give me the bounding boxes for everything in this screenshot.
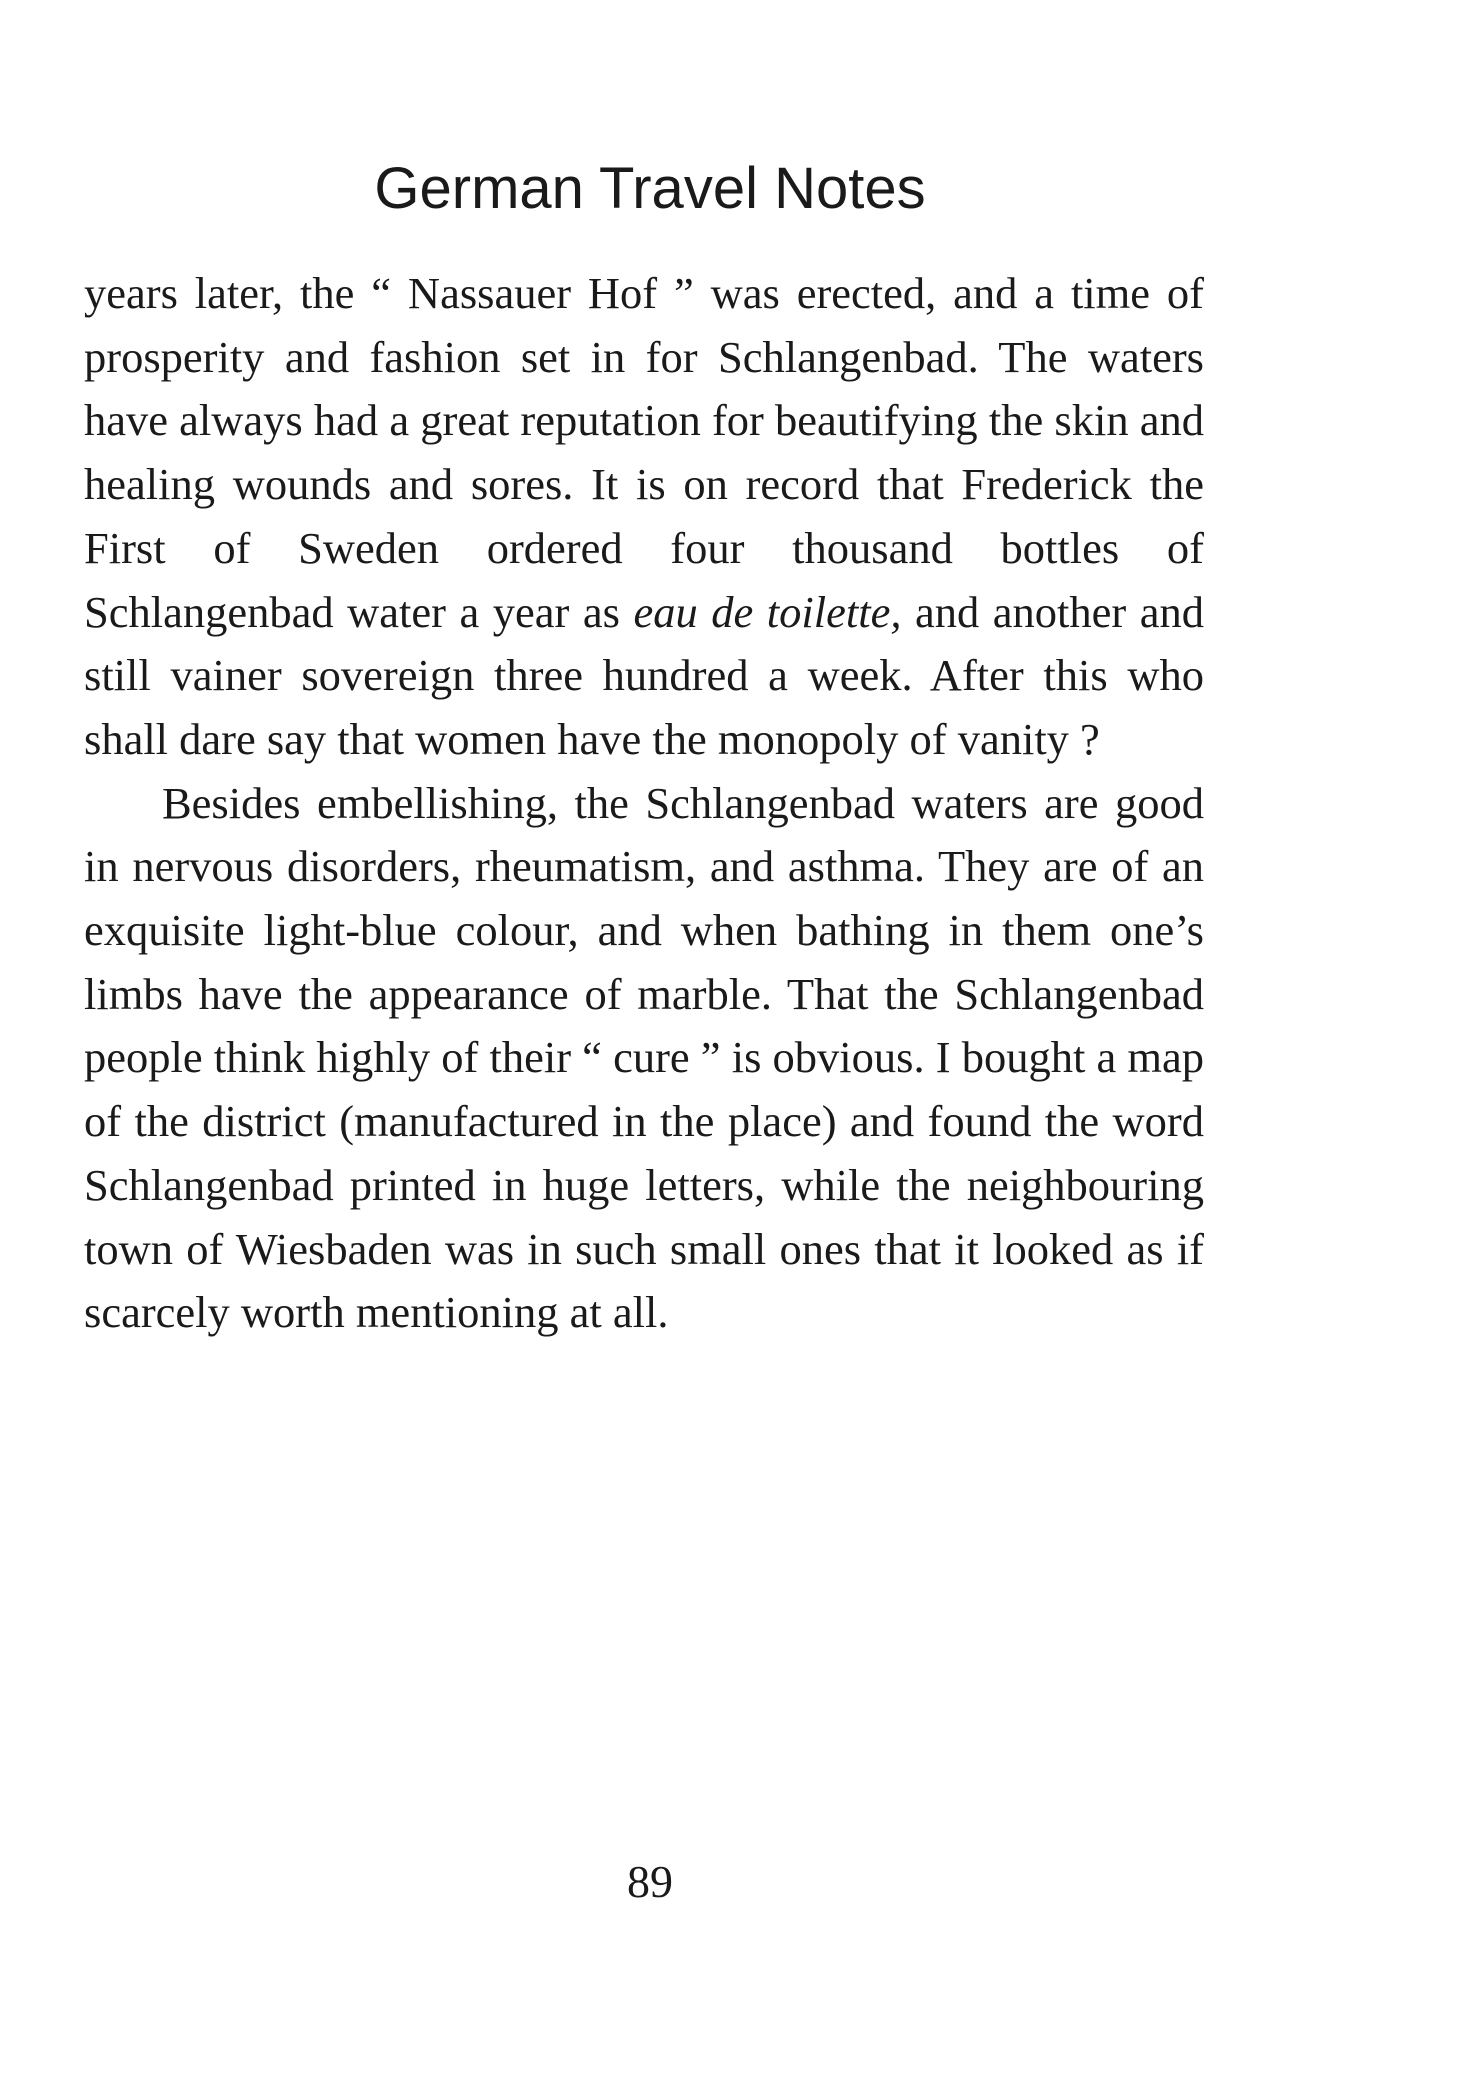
paragraph-1-part-2: and another and still vainer sovereign three hundred a week. After this who shall dare say that women have the monopoly of vanity ? xyxy=(84,586,1205,764)
paragraph-1-part-1: years later, the “ Nassauer Hof ” was erected, and a time of prosperity and fashion set in for Schlangenbad. The waters have always had a great reputation for beautifying the skin and healing wounds and sores. It is on record that Frederick the First of Sweden ordered four thousand bottles of Schlangenbad water a year as xyxy=(84,268,1204,637)
paragraph-1 xyxy=(84,262,1204,772)
paragraph-1-italic: eau de toilette, xyxy=(633,586,902,637)
body-text xyxy=(84,262,1204,1345)
paragraph-2: Besides embellishing, the Schlangenbad waters are good in nervous disorders, rheumatism, and asthma. They are of an exquisite light-blue colour, and when bathing in them one’s limbs have the appearance of marble. That the Schlangenbad people think highly of their “ cure ” is obvious. I bought a map of the district (manufactured in the place) and found the word Schlangenbad printed in huge letters, while the neighbouring town of Wiesbaden was in such small ones that it looked as if scarcely worth mentioning at all. xyxy=(84,777,1204,1338)
page-number: 89 xyxy=(627,1856,673,1907)
running-head: German Travel Notes xyxy=(374,156,926,221)
